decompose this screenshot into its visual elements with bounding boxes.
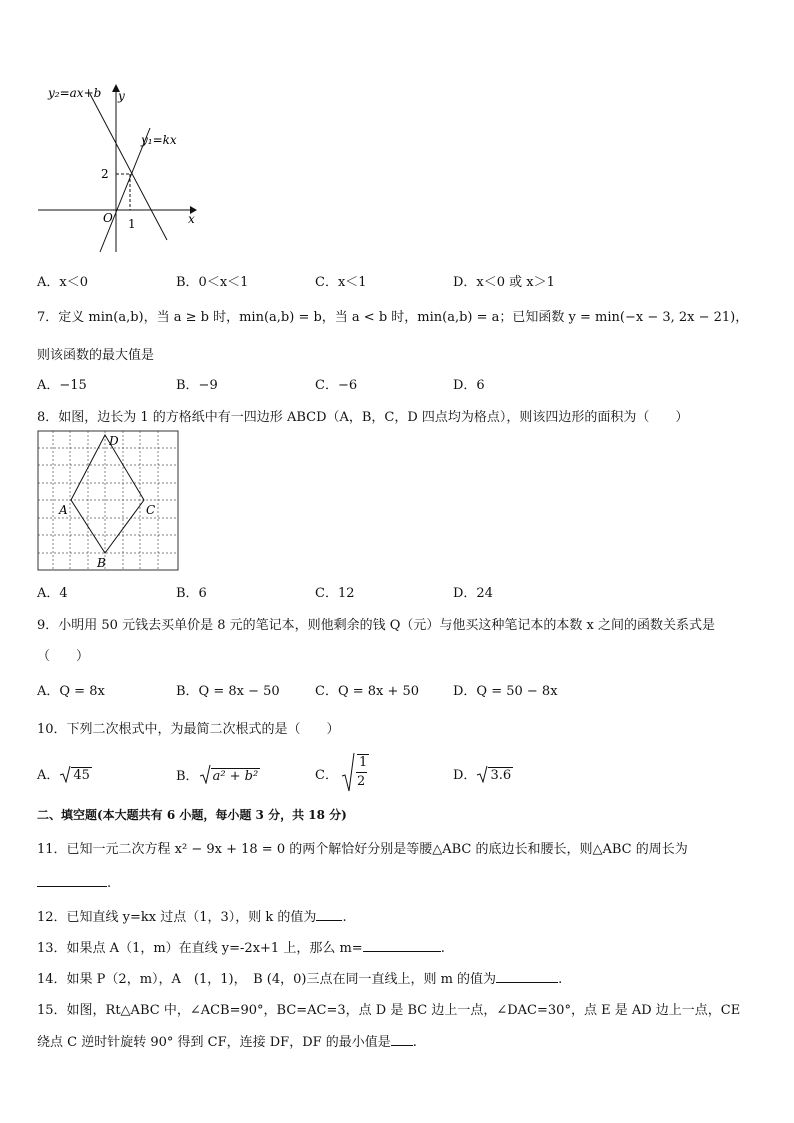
radical-icon [59, 765, 71, 783]
q8-option-c[interactable]: C．12 [315, 586, 355, 601]
radical-icon [341, 752, 355, 792]
q15-stem-line1: 15．如图，Rt△ABC 中，∠ACB=90°，BC=AC=3，点 D 是 BC 边上一点，∠DAC=30°，点 E 是 AD 边上一点，CE [37, 1003, 741, 1018]
q10-option-a-letter: A． [37, 768, 60, 783]
q15-text: 绕点 C 逆时针旋转 90° 得到 CF，连接 DF，DF 的最小值是 [37, 1035, 391, 1050]
label-d: D [109, 434, 119, 448]
section-heading-fill-in: 二、填空题(本大题共有 6 小题，每小题 3 分，共 18 分) [37, 808, 347, 822]
q13-stem [37, 937, 445, 956]
y2-label: y₂=ax+b [48, 86, 102, 100]
q9-option-c[interactable]: C．Q = 8x + 50 [315, 684, 420, 699]
q9-stem-line2: （ ） [37, 649, 90, 664]
q14-stem [37, 968, 562, 987]
q7-option-b[interactable]: B．−9 [176, 378, 218, 393]
q11-end: . [107, 876, 112, 891]
x-tick-label: 1 [128, 217, 136, 231]
radical-icon [476, 765, 488, 783]
q13-end: . [440, 941, 445, 956]
q10-option-b-radicand: a² + b² [212, 769, 259, 784]
q9-option-d[interactable]: D．Q = 50 − 8x [453, 684, 558, 699]
radical-icon [199, 764, 211, 784]
q10-option-c-numerator: 1 [359, 755, 368, 770]
q10-option-d-letter: D． [453, 768, 477, 783]
q10-option-c-denominator: 2 [357, 774, 366, 789]
q7-option-d[interactable]: D．6 [453, 378, 485, 393]
q13-text: 13．如果点 A（1，m）在直线 y=-2x+1 上，那么 m= [37, 941, 363, 956]
q13-answer-blank[interactable] [363, 939, 441, 952]
q14-answer-blank[interactable] [496, 970, 558, 983]
q10-option-d-radicand: 3.6 [490, 768, 512, 783]
q8-option-a[interactable]: A．4 [37, 586, 68, 601]
q6-option-a[interactable]: A．x＜0 [37, 275, 88, 290]
q11-answer-blank[interactable] [37, 874, 107, 887]
y-tick-label: 2 [101, 167, 109, 181]
q7-stem-line1: 7．定义 min(a,b)，当 a ≥ b 时，min(a,b) = b，当 a < b 时，min(a,b) = a；已知函数 y = min(−x − 3, 2x − 21)， [37, 310, 749, 325]
q10-stem: 10．下列二次根式中，为最简二次根式的是（ ） [37, 722, 340, 737]
q12-end: . [342, 910, 347, 925]
q15-end: . [412, 1035, 417, 1050]
q6-option-b[interactable]: B．0＜x＜1 [176, 275, 249, 290]
label-c: C [146, 503, 156, 517]
y1-label: y₁=kx [141, 133, 177, 147]
q10-option-b-letter: B． [176, 769, 199, 784]
q10-option-b[interactable] [176, 764, 260, 784]
y-axis-label: y [118, 89, 125, 103]
q12-stem [37, 906, 347, 925]
x-axis-label: x [188, 212, 195, 226]
q14-end: . [558, 972, 563, 987]
q10-option-d[interactable] [453, 764, 513, 783]
q11-stem-line1: 11．已知一元二次方程 x² − 9x + 18 = 0 的两个解恰好分别是等腰△ABC 的底边长和腰长，则△ABC 的周长为 [37, 842, 688, 857]
q15-answer-blank[interactable] [391, 1033, 413, 1046]
q8-option-b[interactable]: B．6 [176, 586, 207, 601]
q11-stem-line2 [37, 874, 111, 891]
q6-option-c[interactable]: C．x＜1 [315, 275, 367, 290]
q7-option-a[interactable]: A．−15 [37, 378, 87, 393]
origin-label: O [103, 211, 113, 225]
q10-option-a[interactable] [37, 764, 92, 783]
q14-text: 14．如果 P（2，m），A (1，1)， B (4，0)三点在同一直线上，则 m 的值为 [37, 972, 497, 987]
q7-option-c[interactable]: C．−6 [315, 378, 358, 393]
q10-option-a-radicand: 45 [73, 768, 90, 783]
q7-stem-line2: 则该函数的最大值是 [37, 348, 155, 363]
q9-option-b[interactable]: B．Q = 8x − 50 [176, 684, 280, 699]
q8-stem: 8．如图，边长为 1 的方格纸中有一四边形 ABCD（A，B，C，D 四点均为格点），则该四边形的面积为（ ） [37, 410, 689, 425]
q9-option-a[interactable]: A．Q = 8x [37, 684, 105, 699]
q10-fraction-bar [356, 772, 367, 773]
q15-stem-line2 [37, 1031, 417, 1050]
label-b: B [97, 556, 106, 570]
q6-option-d[interactable]: D．x＜0 或 x＞1 [453, 275, 555, 290]
q12-text: 12．已知直线 y=kx 过点（1，3），则 k 的值为 [37, 910, 317, 925]
label-a: A [59, 503, 68, 517]
q12-answer-blank[interactable] [316, 908, 342, 921]
q6-function-graph [30, 80, 210, 265]
q9-stem-line1: 9．小明用 50 元钱去买单价是 8 元的笔记本，则他剩余的钱 Q（元）与他买这种笔记本的本数 x 之间的函数关系式是 [37, 618, 716, 633]
q10-option-c-letter: C． [315, 768, 338, 783]
q8-option-d[interactable]: D．24 [453, 586, 493, 601]
q8-grid-figure [35, 428, 183, 574]
